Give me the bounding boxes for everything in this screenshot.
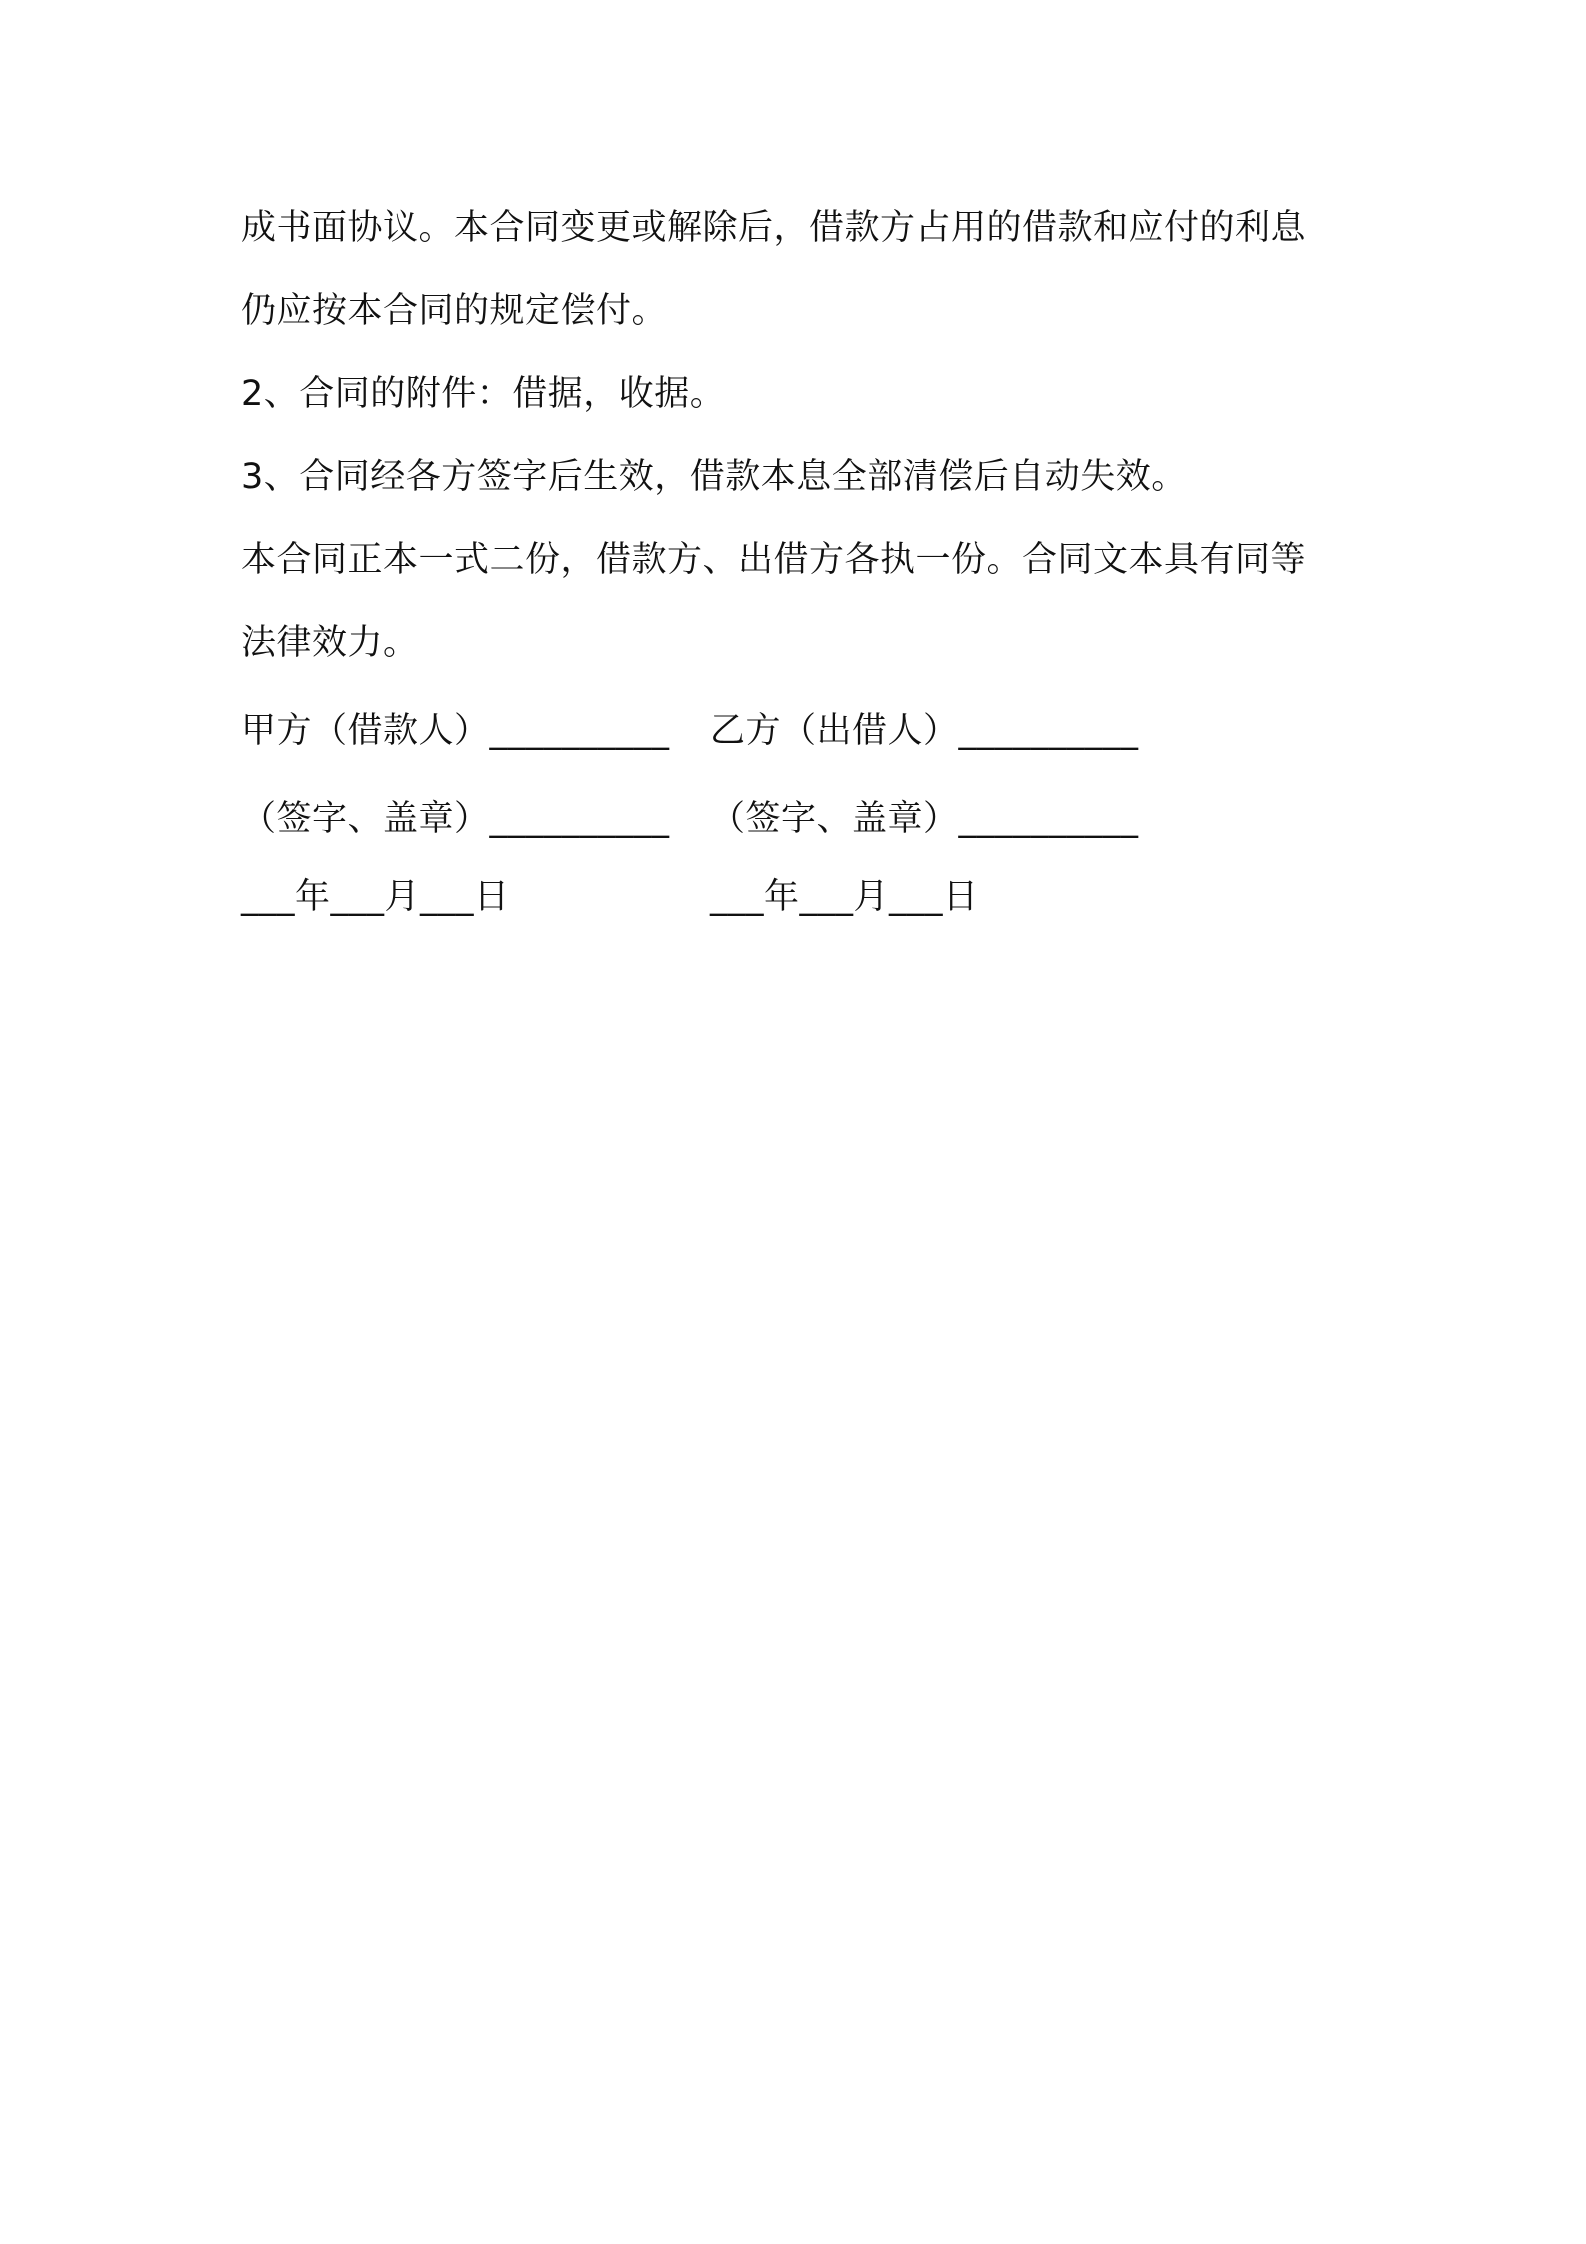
paragraph-line: 成书面协议。本合同变更或解除后，借款方占用的借款和应付的利息 <box>241 208 1307 248</box>
attachments-clause: 2、合同的附件：借据，收据。 <box>241 374 726 414</box>
party-b-date: ___年___月___日 <box>710 877 979 917</box>
party-b-signature-label: 乙方（出借人）__________ <box>710 711 1139 751</box>
party-b-seal-label: （签字、盖章）__________ <box>710 799 1139 839</box>
party-a-signature-label: 甲方（借款人）__________ <box>241 711 670 751</box>
party-a-date: ___年___月___日 <box>241 877 510 917</box>
copies-clause-line: 本合同正本一式二份，借款方、出借方各执一份。合同文本具有同等 <box>241 540 1307 580</box>
paragraph-line: 仍应按本合同的规定偿付。 <box>241 291 668 331</box>
effectiveness-clause: 3、合同经各方签字后生效，借款本息全部清偿后自动失效。 <box>241 457 1187 497</box>
copies-clause-line: 法律效力。 <box>241 623 419 663</box>
party-a-seal-label: （签字、盖章）__________ <box>241 799 670 839</box>
